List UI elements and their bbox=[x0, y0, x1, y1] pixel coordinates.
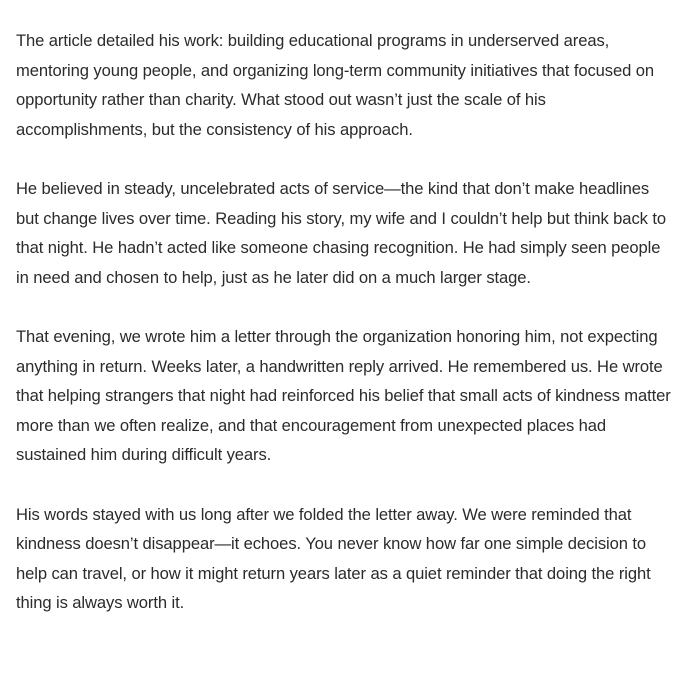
article-paragraph: That evening, we wrote him a letter through the organization honoring him, not expecting anything in return. Weeks later, a handwritten reply arrived. He remembered us. He wrote that helping strangers that night had reinforced his belief that small acts of kindness matter more than we often realize, and that encouragement from unexpected places had sustained him during difficult years. bbox=[16, 326, 671, 465]
article-paragraph: His words stayed with us long after we folded the letter away. We were reminded that kindness doesn’t disappear—it echoes. You never know how far one simple decision to help can travel, or how it might return years later as a quiet reminder that doing the right thing is always worth it. bbox=[16, 504, 651, 613]
article-paragraph: The article detailed his work: building educational programs in underserved areas, mentoring young people, and organizing long-term community initiatives that focused on opportunity rather than charity. What stood out wasn’t just the scale of his accomplishments, but the consistency of his approach. bbox=[16, 31, 655, 139]
article-paragraph: He believed in steady, uncelebrated acts of service—the kind that don’t make headlines but change lives over time. Reading his story, my wife and I couldn’t help but think back to that night. He hadn’t acted like someone chasing recognition. He had simply seen people in need and chosen to help, just as he later did on a much larger stage. bbox=[16, 178, 666, 287]
